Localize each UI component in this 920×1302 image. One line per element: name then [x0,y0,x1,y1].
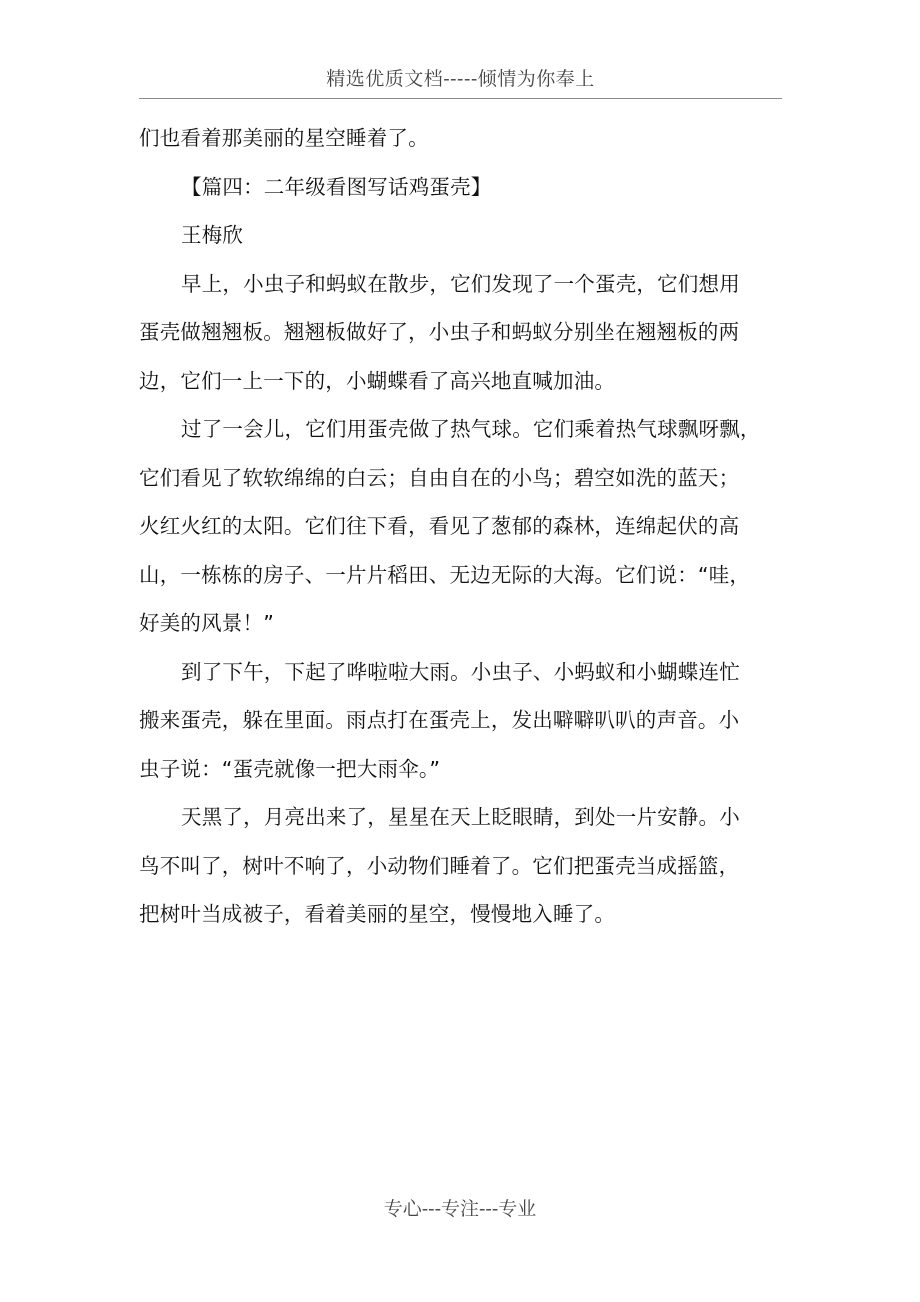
paragraph-line: 到了下午，下起了哗啦啦大雨。小虫子、小蚂蚁和小蝴蝶连忙 [181,659,740,684]
document-body [139,114,789,939]
paragraph-line: 把树叶当成被子，看着美丽的星空，慢慢地入睡了。 [139,902,616,926]
paragraph-3 [139,648,789,794]
paragraph-line: 它们看见了软软绵绵的白云；自由自在的小鸟；碧空如洗的蓝天； [139,465,740,490]
paragraph-line: 天黑了，月亮出来了，星星在天上眨眼睛，到处一片安静。小 [181,805,740,829]
paragraph-line: 过了一会儿，它们用蛋壳做了热气球。它们乘着热气球飘呀飘， [181,417,761,441]
paragraph-line: 边，它们一上一下的，小蝴蝶看了高兴地直喊加油。 [139,368,616,393]
paragraph-4 [139,793,789,939]
paragraph-line: 蛋壳做翘翘板。翘翘板做好了，小虫子和蚂蚁分别坐在翘翘板的两 [139,320,740,344]
paragraph-line: 山，一栋栋的房子、一片片稻田、无边无际的大海。它们说：“哇， [139,562,751,587]
author-name: 王梅欣 [181,223,244,247]
header-text: 精选优质文档-----倾情为你奉上 [326,68,595,90]
paragraph-2 [139,405,789,648]
paragraph-line: 好美的风景！” [139,611,275,635]
page-header [139,64,782,99]
paragraph-1 [139,260,789,406]
paragraph-line: 早上，小虫子和蚂蚁在散步，它们发现了一个蛋壳，它们想用 [181,271,740,296]
section-title: 【篇四：二年级看图写话鸡蛋壳】 [181,174,492,199]
continuation-line: 们也看着那美丽的星空睡着了。 [139,126,429,150]
paragraph-line: 火红火红的太阳。它们往下看，看见了葱郁的森林，连绵起伏的高 [139,514,740,538]
paragraph-line: 虫子说：“蛋壳就像一把大雨伞。” [139,756,441,781]
page-footer: 专心---专注---专业 [383,1198,537,1220]
paragraph-line: 搬来蛋壳，躲在里面。雨点打在蛋壳上，发出噼噼叭叭的声音。小 [139,708,740,732]
paragraph-line: 鸟不叫了，树叶不响了，小动物们睡着了。它们把蛋壳当成摇篮， [139,853,740,878]
